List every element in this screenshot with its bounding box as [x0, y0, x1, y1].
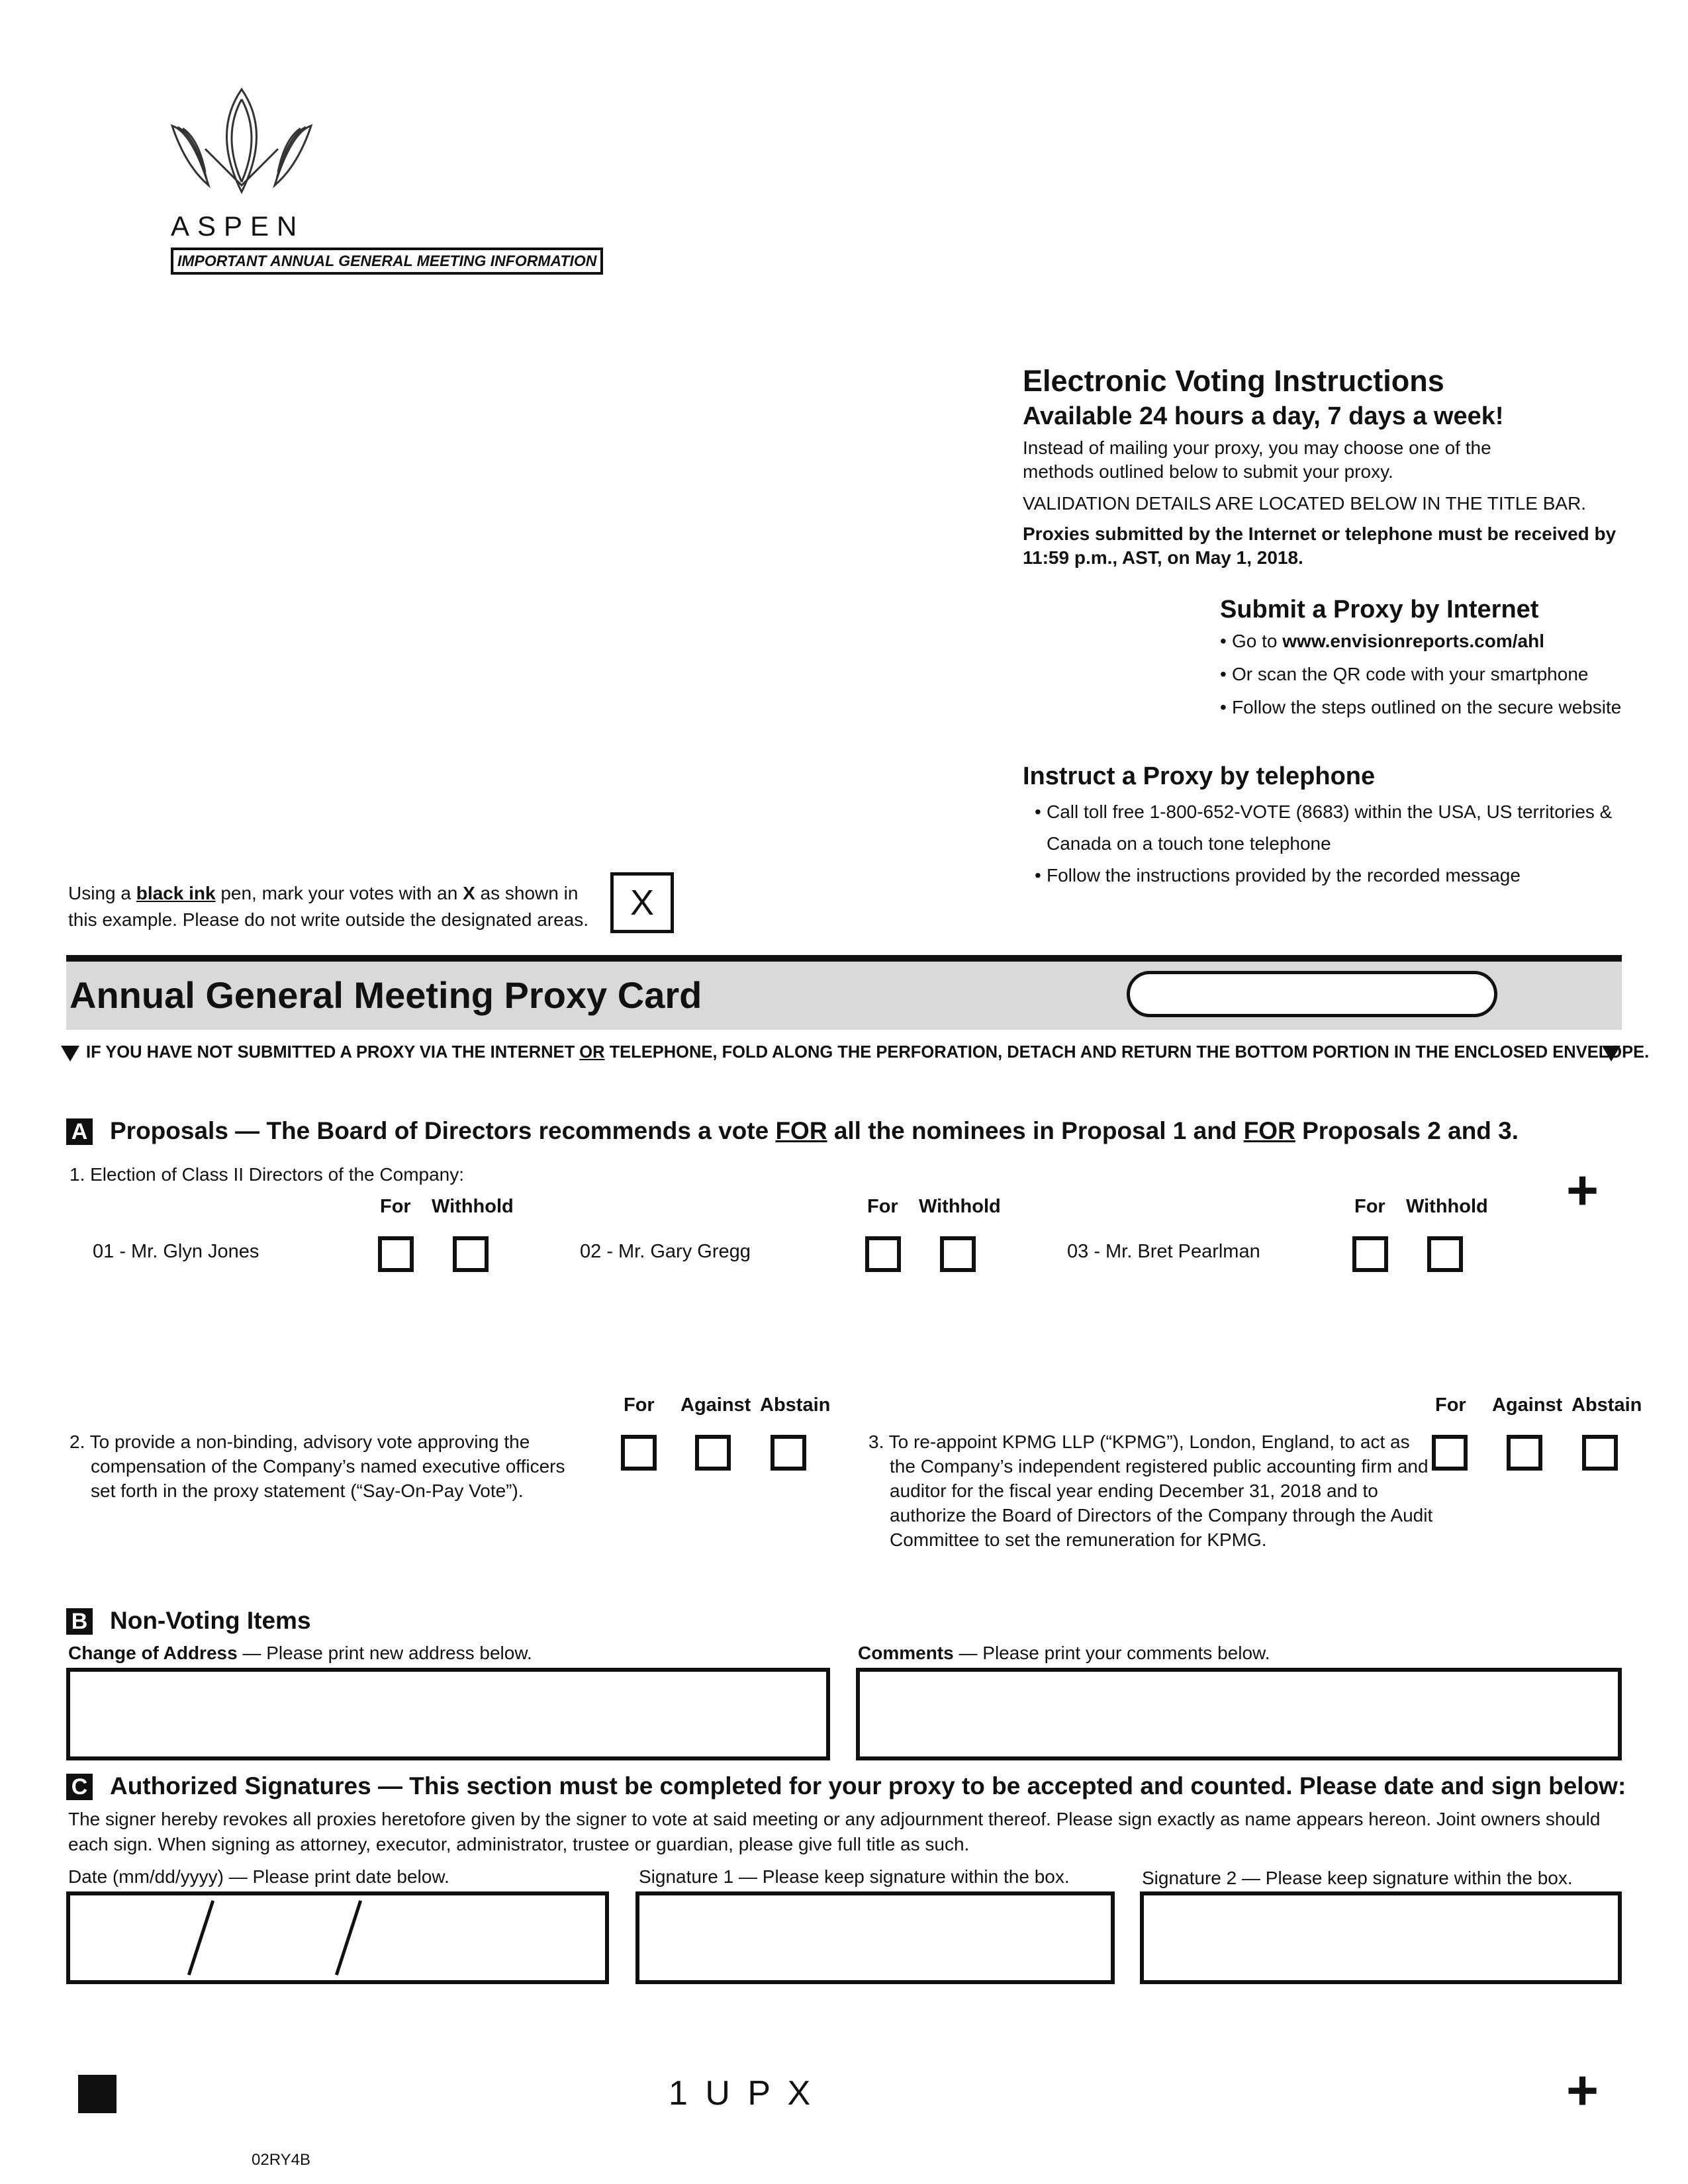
- registration-block: [78, 2075, 117, 2113]
- example-mark-box: [610, 872, 674, 933]
- proposal-1-label: 1. Election of Class II Directors of the Company:: [70, 1164, 465, 1185]
- internet-url[interactable]: www.envisionreports.com/ahl: [1282, 631, 1544, 651]
- proposal-2-abstain-header: Abstain: [760, 1394, 831, 1416]
- nominee-3-for-checkbox[interactable]: [1352, 1236, 1388, 1272]
- pen-instruction: Using a black ink pen, mark your votes with an X as shown in this example. Please do not write outside the designated areas.: [68, 883, 589, 930]
- nominee-3-withhold-header: Withhold: [1406, 1196, 1488, 1217]
- section-c-text: The signer hereby revokes all proxies heretofore given by the signer to vote at said meeting or any adjournment thereof. Please sign exactly as name appears hereon. Joint owners should each sign. When signing as attorney, executor, administrator, trustee or guardian, please give full title as such.: [68, 1809, 1601, 1854]
- section-b-heading: Non-Voting Items: [110, 1607, 311, 1634]
- proposal-3-against-checkbox[interactable]: [1507, 1435, 1542, 1471]
- nominee-1-for-checkbox[interactable]: [378, 1236, 414, 1272]
- proposal-3-abstain-header: Abstain: [1571, 1394, 1642, 1416]
- telephone-call: • Call toll free 1-800-652-VOTE (8683) within the USA, US territories & Canada on a touch tone telephone: [1035, 796, 1616, 860]
- nominee-2-for-checkbox[interactable]: [865, 1236, 901, 1272]
- proposal-2-against-header: Against: [680, 1394, 751, 1416]
- internet-qr: • Or scan the QR code with your smartphone: [1220, 662, 1630, 686]
- instructions-intro: Instead of mailing your proxy, you may choose one of the methods outlined below to submit your proxy.: [1023, 437, 1491, 482]
- proposal-2-abstain-checkbox[interactable]: [771, 1435, 806, 1471]
- signature-1-field[interactable]: [635, 1891, 1115, 1984]
- instructions-subtitle: Available 24 hours a day, 7 days a week!: [1023, 402, 1504, 430]
- nominee-2-withhold-header: Withhold: [919, 1196, 1001, 1217]
- proposal-3-text: 3. To re-appoint KPMG LLP (“KPMG”), London, England, to act as the Company’s independent registered public accounting firm and auditor for the fiscal year ending December 31, 2018 and to authorize the Board of Directors of the Company through the Audit Committee to set the remuneration for KPMG.: [868, 1432, 1433, 1550]
- signature-1-label: Signature 1 — Please keep signature within the box.: [639, 1866, 1070, 1887]
- comments-label: Comments — Please print your comments below.: [858, 1643, 1270, 1663]
- fold-notice: IF YOU HAVE NOT SUBMITTED A PROXY VIA THE INTERNET OR TELEPHONE, FOLD ALONG THE PERFORATION, DETACH AND RETURN THE BOTTOM PORTION IN THE ENCLOSED ENVELOPE.: [86, 1043, 1650, 1062]
- date-field[interactable]: [66, 1891, 609, 1984]
- nominee-3-name: 03 - Mr. Bret Pearlman: [1067, 1241, 1260, 1262]
- title-bar-rule: [66, 955, 1622, 962]
- proposal-2-for-checkbox[interactable]: [621, 1435, 657, 1471]
- instructions-validation: VALIDATION DETAILS ARE LOCATED BELOW IN THE TITLE BAR.: [1023, 493, 1587, 514]
- example-x-mark: X: [630, 883, 655, 923]
- change-of-address-label: Change of Address — Please print new address below.: [68, 1643, 532, 1663]
- section-a-heading: Proposals — The Board of Directors recommends a vote FOR all the nominees in Proposal 1 and FOR Proposals 2 and 3.: [110, 1117, 1519, 1144]
- nominee-1-withhold-checkbox[interactable]: [453, 1236, 489, 1272]
- notice-label: IMPORTANT ANNUAL GENERAL MEETING INFORMATION: [171, 248, 603, 275]
- internet-panel: [1220, 596, 1630, 719]
- nominee-1-withhold-header: Withhold: [432, 1196, 514, 1217]
- proposal-3-for-checkbox[interactable]: [1432, 1435, 1468, 1471]
- nominee-3-for-header: For: [1354, 1196, 1385, 1217]
- proposal-2-against-checkbox[interactable]: [695, 1435, 731, 1471]
- company-name: ASPEN: [171, 210, 305, 242]
- change-of-address-field[interactable]: [66, 1668, 830, 1760]
- footer-plus-icon: +: [1566, 2059, 1599, 2121]
- telephone-panel: [1023, 762, 1632, 891]
- date-separator-1: [187, 1900, 214, 1976]
- nominee-3-withhold-checkbox[interactable]: [1427, 1236, 1463, 1272]
- signature-2-label: Signature 2 — Please keep signature within the box.: [1142, 1868, 1573, 1888]
- date-label: Date (mm/dd/yyyy) — Please print date below.: [68, 1866, 449, 1887]
- date-separator-2: [335, 1900, 362, 1976]
- section-a-badge: A: [66, 1118, 93, 1145]
- section-c-badge: C: [66, 1774, 93, 1800]
- aspen-logo-mark-icon: [165, 86, 318, 202]
- instructions-title: Electronic Voting Instructions: [1023, 364, 1444, 398]
- internet-title: Submit a Proxy by Internet: [1220, 596, 1539, 623]
- signature-2-field[interactable]: [1140, 1891, 1622, 1984]
- nominee-1-for-header: For: [380, 1196, 411, 1217]
- document-id: 02RY4B: [252, 2151, 310, 2169]
- footer-code: 1 U P X: [669, 2074, 815, 2113]
- section-b-badge: B: [66, 1608, 93, 1635]
- section-c-heading: Authorized Signatures — This section must be completed for your proxy to be accepted and counted. Please date and sign below:: [110, 1772, 1626, 1799]
- comments-field[interactable]: [856, 1668, 1622, 1760]
- nominee-2-name: 02 - Mr. Gary Gregg: [580, 1241, 751, 1262]
- nominee-2-withhold-checkbox[interactable]: [940, 1236, 976, 1272]
- instructions-deadline: Proxies submitted by the Internet or telephone must be received by 11:59 p.m., AST, on May 1, 2018.: [1023, 523, 1617, 568]
- aspen-logo: [165, 86, 318, 202]
- validation-field[interactable]: [1127, 971, 1497, 1017]
- proposal-2-for-header: For: [624, 1394, 655, 1416]
- telephone-follow: • Follow the instructions provided by the recorded message: [1035, 860, 1632, 891]
- proposal-3-for-header: For: [1435, 1394, 1466, 1416]
- telephone-title: Instruct a Proxy by telephone: [1023, 762, 1376, 790]
- nominee-2-for-header: For: [867, 1196, 898, 1217]
- nominee-1-name: 01 - Mr. Glyn Jones: [93, 1241, 259, 1262]
- proposal-3-against-header: Against: [1492, 1394, 1563, 1416]
- internet-go-to: • Go to www.envisionreports.com/ahl: [1220, 629, 1630, 653]
- title-bar: [66, 962, 1622, 1030]
- title-bar-title: Annual General Meeting Proxy Card: [70, 974, 702, 1016]
- fold-arrow-left-icon: [61, 1046, 79, 1062]
- proposal-3-abstain-checkbox[interactable]: [1582, 1435, 1618, 1471]
- fold-arrow-right-icon: [1602, 1046, 1620, 1062]
- proposal-2-text: 2. To provide a non-binding, advisory vote approving the compensation of the Company’s named executive officers set forth in the proxy statement (“Say-On-Pay Vote”).: [70, 1432, 565, 1501]
- instructions-panel: [1023, 364, 1625, 570]
- internet-steps: • Follow the steps outlined on the secure website: [1220, 696, 1630, 719]
- plus-mark-icon: +: [1566, 1159, 1599, 1221]
